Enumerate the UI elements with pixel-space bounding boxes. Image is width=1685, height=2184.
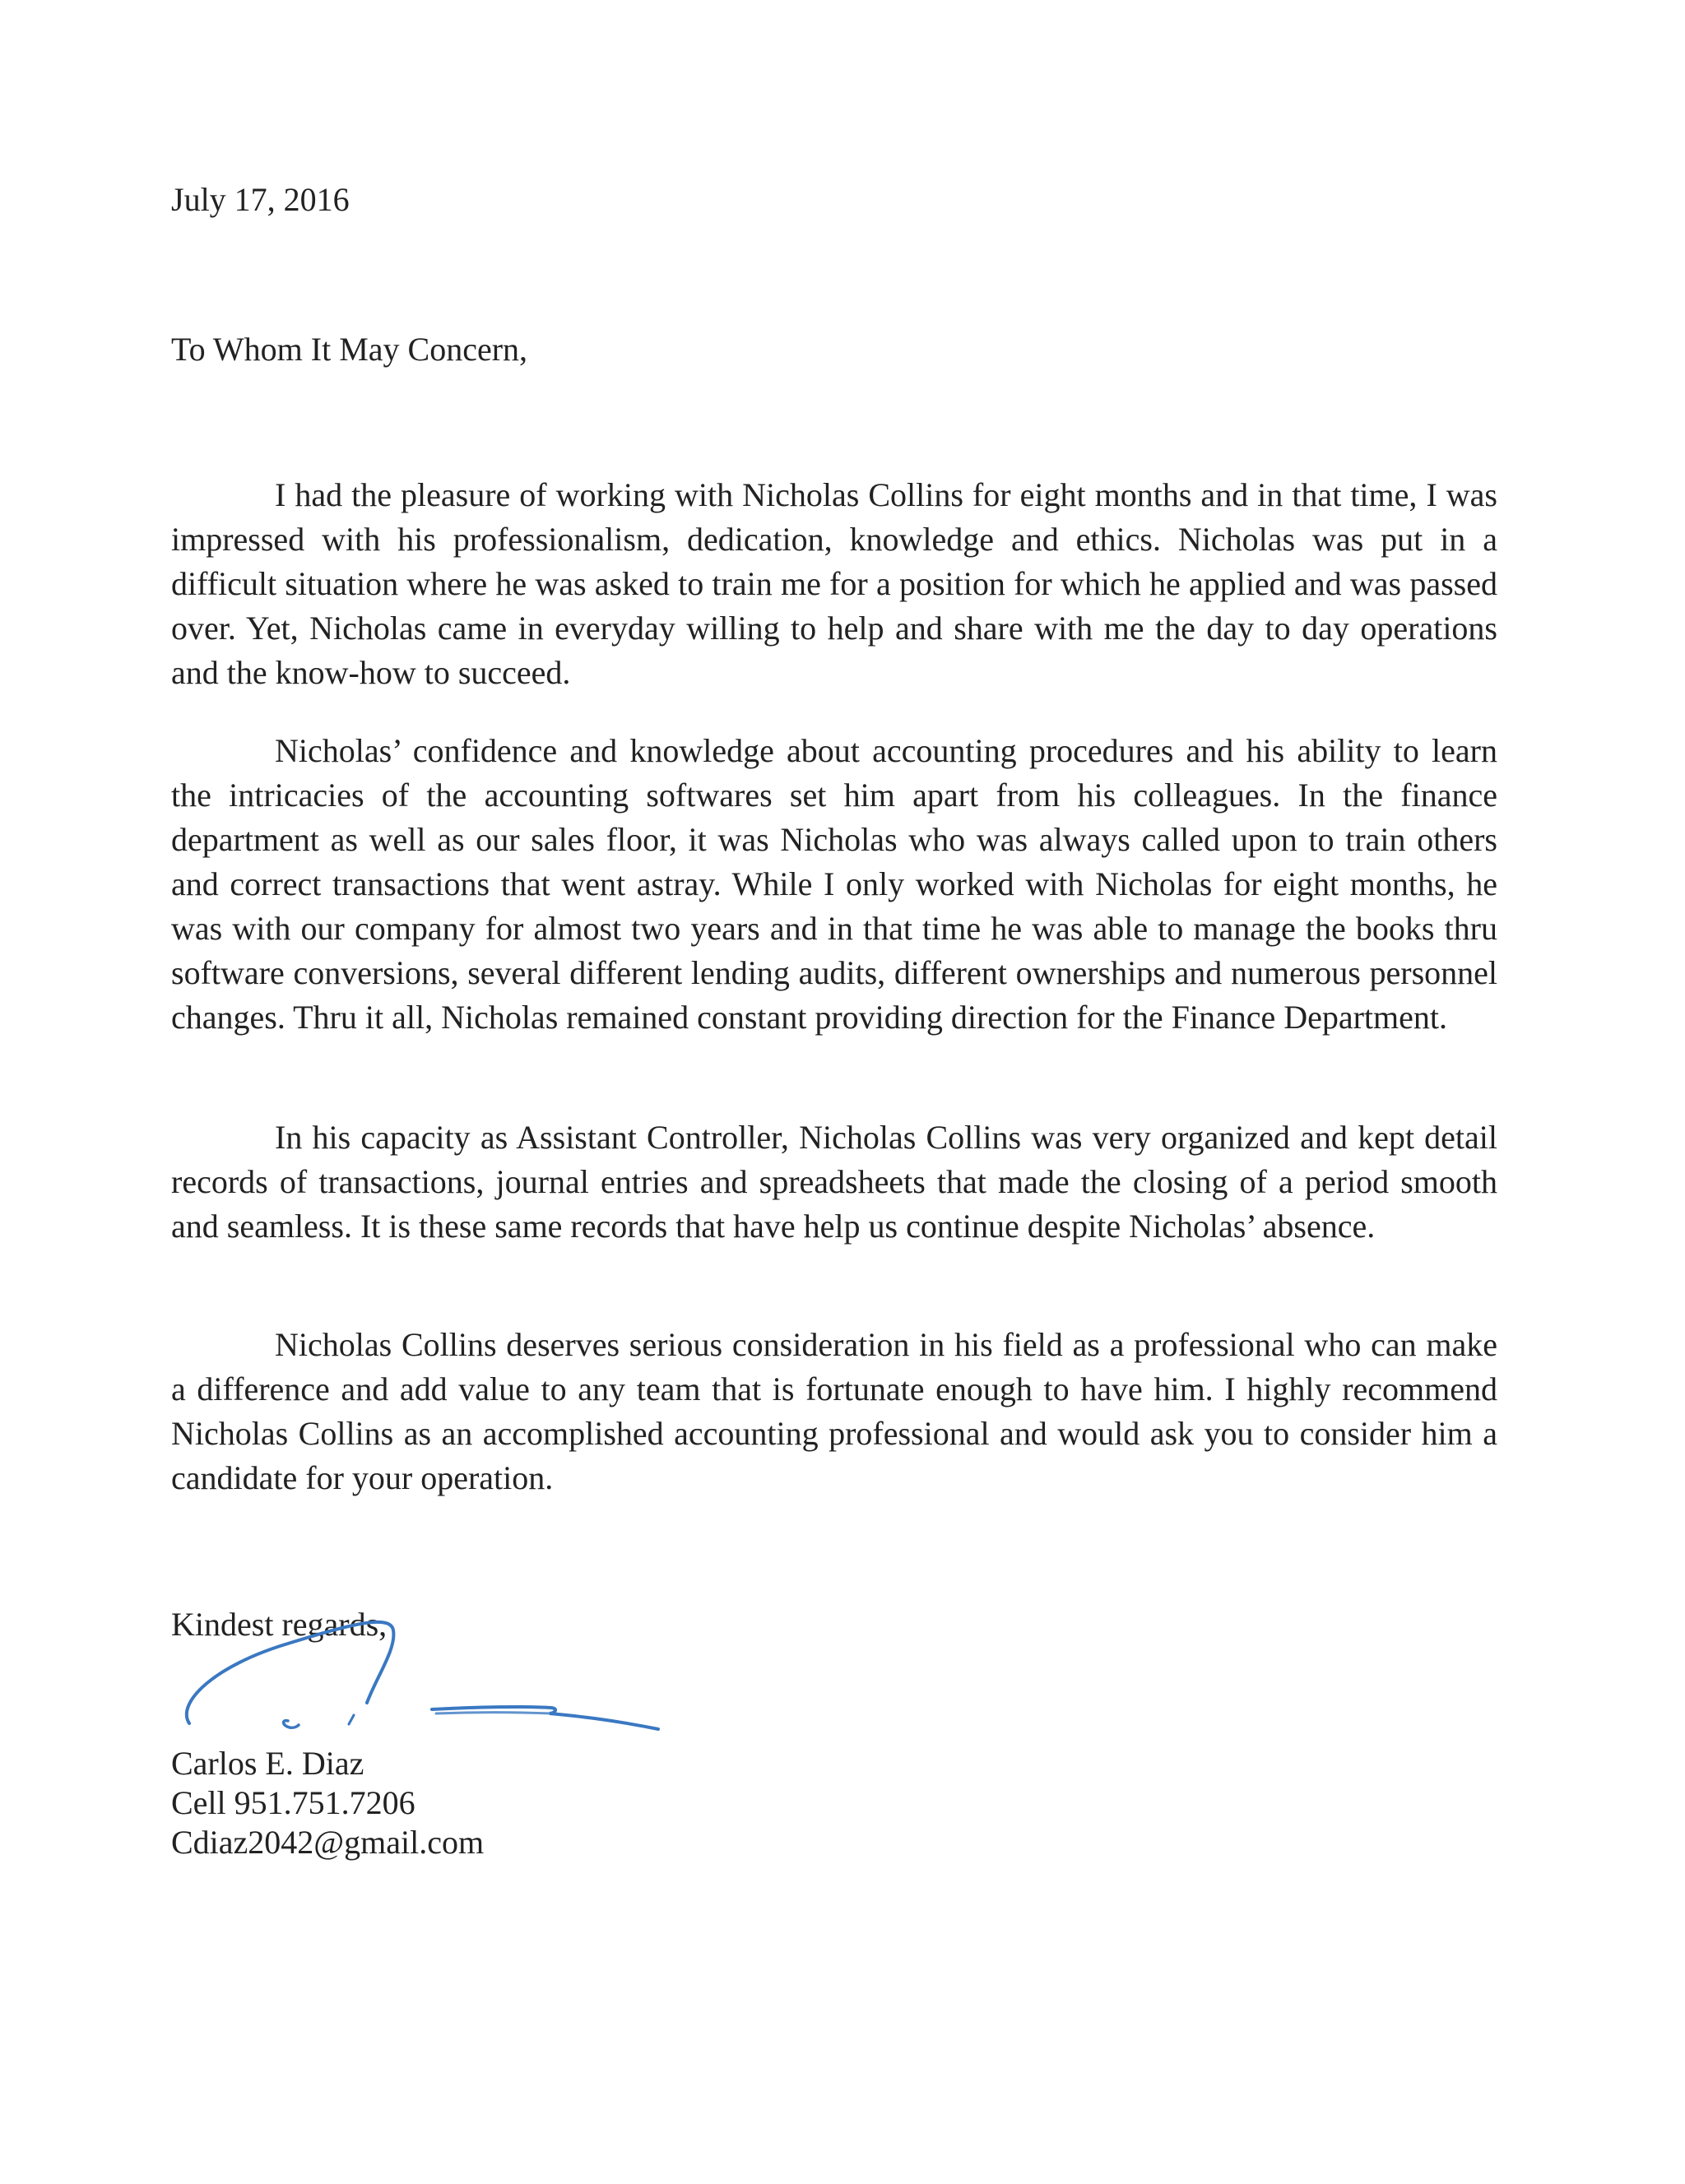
signer-name: Carlos E. Diaz	[171, 1745, 364, 1782]
handwritten-signature	[165, 1588, 708, 1744]
body-paragraph: In his capacity as Assistant Controller, Nicholas Collins was very organized and kept detail records of transactions, journal entries and spreadsheets that made the closing of a period smooth and seamless. It is these same records that have help us continue despite Nicholas’ absence.	[171, 1119, 1497, 1245]
body-paragraph: Nicholas Collins deserves serious consideration in his field as a professional who can make a difference and add value to any team that is fortunate enough to have him. I highly recommend Nicholas Collins as an accomplished accounting professional and would ask you to consider him a candidate for your operation.	[171, 1326, 1497, 1496]
signer-email: Cdiaz2042@gmail.com	[171, 1824, 485, 1861]
letter-date: July 17, 2016	[171, 181, 350, 218]
letter-salutation: To Whom It May Concern,	[171, 331, 528, 368]
body-paragraph: I had the pleasure of working with Nicholas Collins for eight months and in that time, I was impressed with his professionalism, dedication, knowledge and ethics. Nicholas was put in a difficult situation where he was asked to train me for a position for which he applied and was passed over. Yet, Nicholas came in everyday willing to help and share with me the day to day operations and the know-how to succeed.	[171, 476, 1497, 691]
letter-closing: Kindest regards,	[171, 1606, 388, 1643]
signer-phone: Cell 951.751.7206	[171, 1784, 415, 1821]
body-paragraph: Nicholas’ confidence and knowledge about accounting procedures and his ability to learn the intricacies of the accounting softwares set him apart from his colleagues. In the finance department as well as our sales floor, it was Nicholas who was always called upon to train others and correct transactions that went astray. While I only worked with Nicholas for eight months, he was with our company for almost two years and in that time he was able to manage the books thru software conversions, several different lending audits, different ownerships and numerous personnel changes. Thru it all, Nicholas remained constant providing direction for the Finance Department.	[171, 732, 1497, 1036]
